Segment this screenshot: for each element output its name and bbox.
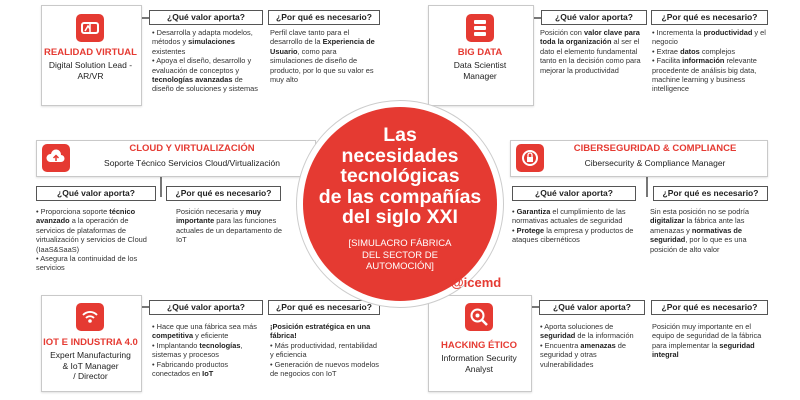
value-question-label: ¿Qué valor aporta?: [512, 186, 636, 201]
value-question-label: ¿Qué valor aporta?: [149, 300, 263, 315]
value-text: • Proporciona soporte técnico avanzado a la operación de servicios de plataformas de virtualización y servicios de Cloud (IaaS&SaaS) • Asegura la continuidad de los servicios: [36, 207, 147, 273]
section-title: CLOUD Y VIRTUALIZACIÓN: [129, 143, 255, 154]
central-title: [303, 125, 497, 228]
section-title: HACKING ÉTICO: [441, 340, 517, 351]
need-question-label: ¿Por qué es necesario?: [651, 300, 768, 315]
role-line: Analyst: [465, 363, 493, 374]
value-question-label: ¿Qué valor aporta?: [149, 10, 263, 25]
section-title: BIG DATA: [457, 47, 503, 58]
security-lock-icon: [516, 144, 544, 172]
brand-handle: @icemd: [451, 275, 502, 290]
role-name: Cibersecurity & Compliance Manager: [584, 158, 726, 168]
connector: [160, 175, 162, 197]
central-title-circle: [303, 107, 497, 301]
need-question-label: ¿Por qué es necesario?: [653, 186, 768, 201]
role-line: / Director: [73, 371, 108, 381]
need-text: • Incrementa la productividad y el negocio • Extrae datos complejos • Facilita información relevante procedente de análisis big data, machine learning y business intelligence: [652, 28, 766, 94]
need-question-label: ¿Por qué es necesario?: [166, 186, 281, 201]
need-text: Perfil clave tanto para el desarrollo de la Experiencia de Usuario, como para simulaciones de diseño de producto, por lo que su valor es muy alto: [270, 28, 375, 85]
title-line: del siglo XXI: [342, 206, 458, 228]
section-title: IOT E INDUSTRIA 4.0: [43, 337, 138, 348]
subtitle-line: DEL SECTOR DE: [361, 249, 439, 261]
need-text: Posición necesaria y muy importante para las funciones actuales de un departamento de IoT: [176, 207, 283, 245]
role-line: & IoT Manager: [62, 360, 119, 371]
connector: [646, 175, 648, 197]
need-question-label: ¿Por qué es necesario?: [268, 300, 380, 315]
central-subtitle: [303, 238, 497, 273]
section-title: REALIDAD VIRTUAL: [44, 47, 137, 58]
title-line: de las compañías: [318, 185, 482, 208]
wifi-signal-icon: [76, 303, 104, 331]
need-question-label: ¿Por qué es necesario?: [268, 10, 380, 25]
need-question-label: ¿Por qué es necesario?: [651, 10, 768, 25]
role-name: [428, 60, 532, 81]
role-line: Digital Solution Lead -: [48, 60, 133, 70]
role-name: [428, 353, 530, 374]
value-text: • Desarrolla y adapta modelos, métodos y simulaciones existentes • Apoya el diseño, desarrollo y evaluación de conceptos y tecnologías avanzadas de diseño de soluciones y sistemas: [152, 28, 258, 94]
title-line: Las: [383, 124, 417, 146]
value-text: • Garantiza el cumplimiento de las normativas actuales de seguridad • Protege la empresa y productos de ataques cibernéticos: [512, 207, 634, 245]
section-title: CIBERSEGURIDAD & COMPLIANCE: [573, 143, 737, 154]
role-name: [41, 60, 140, 81]
need-text: Posición muy importante en el equipo de seguridad de la fábrica para implementar la seguridad integral: [652, 322, 762, 360]
title-line: tecnológicas: [340, 165, 460, 187]
value-text: • Aporta soluciones de seguridad de la información • Encuentra amenazas de seguridad y otras vulnerabilidades: [540, 322, 634, 369]
value-question-label: ¿Qué valor aporta?: [539, 300, 645, 315]
role-line: AR/VR: [77, 70, 104, 81]
role-line: Manager: [463, 70, 497, 81]
cloud-upload-icon: [42, 144, 70, 172]
vr-headset-icon: [76, 14, 104, 42]
subtitle-line: [SIMULACRO FÁBRICA: [348, 238, 452, 249]
value-text: Posición con valor clave para toda la organización al ser el dato el elemento fundamental tanto en la decisión como para mejorar la productividad: [540, 28, 641, 75]
role-line: Data Scientist: [453, 60, 507, 70]
title-line: necesidades: [341, 144, 459, 167]
value-question-label: ¿Qué valor aporta?: [36, 186, 156, 201]
role-name: Soporte Técnico Servicios Cloud/Virtualización: [104, 158, 280, 168]
subtitle-line: AUTOMOCIÓN]: [366, 261, 434, 272]
need-text: ¡Posición estratégica en una fábrica! • Más productividad, rentabilidad y eficiencia • Generación de nuevos modelos de negocios con IoT: [270, 322, 379, 379]
need-text: Sin esta posición no se podría digitalizar la fábrica ante las amenazas y normativas de seguridad, por lo que es una posición de alto valor: [650, 207, 750, 254]
value-question-label: ¿Qué valor aporta?: [541, 10, 647, 25]
magnifier-bug-icon: [465, 303, 493, 331]
role-name: [41, 350, 140, 382]
role-line: Information Security: [441, 353, 517, 363]
role-line: Expert Manufacturing: [50, 350, 131, 360]
value-text: • Hace que una fábrica sea más competitiva y eficiente • Implantando tecnologías, sistemas y procesos • Fabricando productos conectados en IoT: [152, 322, 257, 379]
server-database-icon: [466, 14, 494, 42]
